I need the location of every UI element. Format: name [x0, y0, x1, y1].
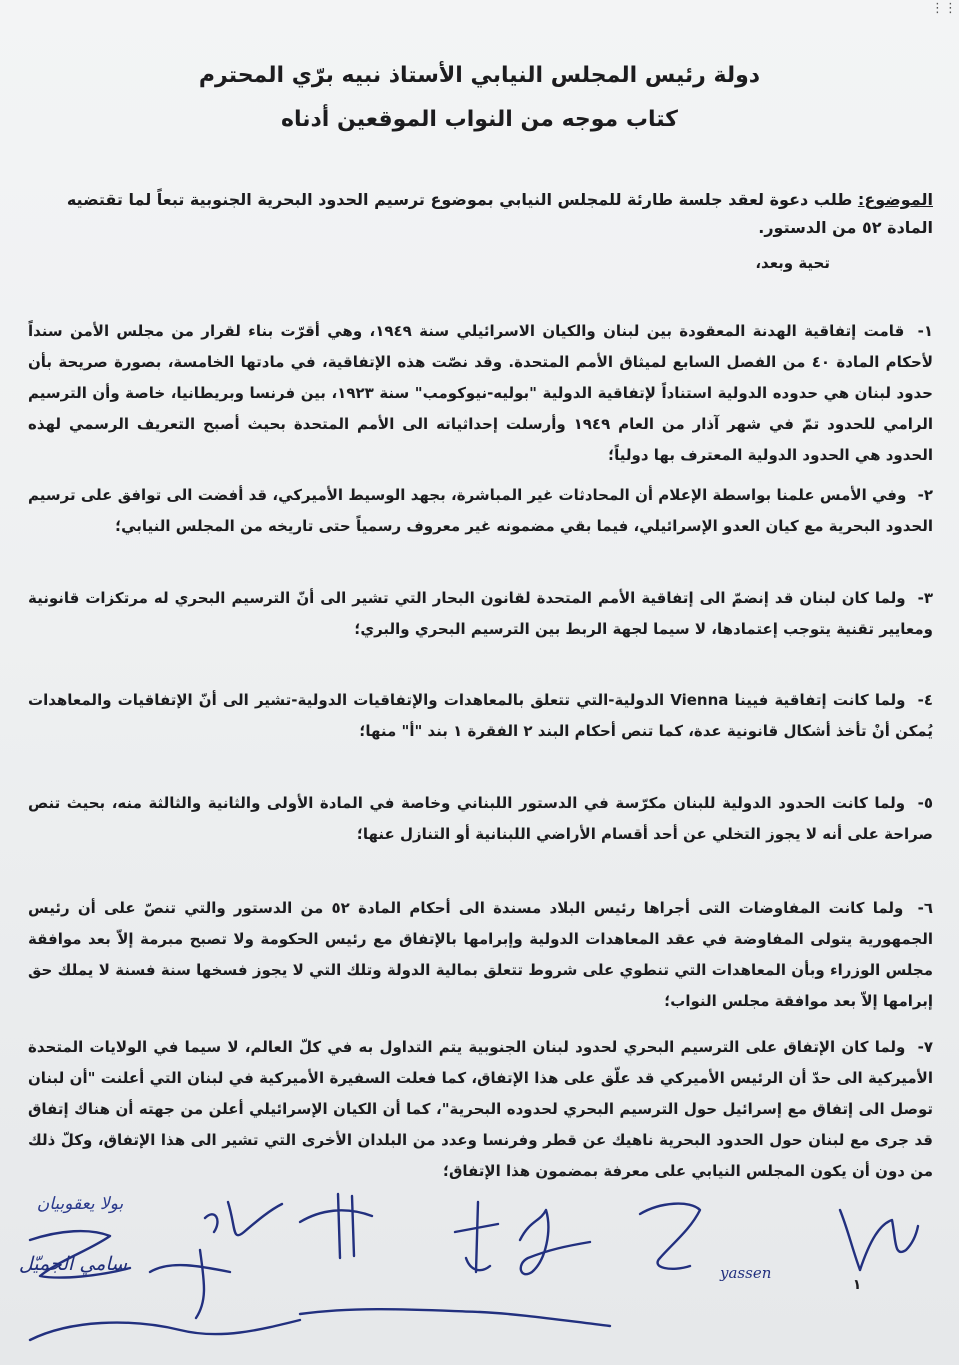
paragraph-number: ٤-	[917, 691, 933, 709]
subject-label: الموضوع:	[857, 190, 933, 209]
letter-header	[0, 58, 959, 138]
paragraph-1	[28, 316, 933, 471]
paragraph-text: ولما كان الإتفاق على الترسيم البحري لحدود لبنان الجنوبية يتم التداول به في كلّ العالم، لا سيما في الولايات المتحدة الأميركية الى حدّ أن الرئيس الأميركي قد علّق على هذا الإتفاق، كما فعلت السفيرة الأميركية في لبنان التي أعلنت "أن لبنان توصل الى إتفاق مع إسرائيل حول الترسيم البحري لحدوده البحرية"، كما أن الكيان الإسرائيلي أعلن من جهته أن هناك إتفاق قد جرى مع لبنان حول الحدود البحرية ناهيك عن قطر وفرنسا وعدد من البلدان الأخرى التي تشير الى هذا الإتفاق، وكلّ ذلك من دون أن يكون المجلس النيابي على معرفة بمضمون هذا الإتفاق؛	[28, 1038, 933, 1180]
paragraph-number: ٧-	[917, 1038, 933, 1056]
signature-name-2: سامي الجميّل	[18, 1253, 128, 1275]
paragraph-3	[28, 583, 933, 645]
paragraph-number: ٣-	[917, 589, 933, 607]
paragraph-number: ٢-	[917, 486, 933, 504]
signature-stroke	[455, 1202, 498, 1272]
signature-stroke	[30, 1231, 130, 1278]
more-options-icon[interactable]: ⋮⋮	[931, 1, 957, 16]
paragraph-text: ولما كان لبنان قد إنضمّ الى إتفاقية الأمم المتحدة لقانون البحار التي تشير الى أنّ الترسيم البحري له مرتكزات قانونية ومعايير تقنية يتوجب إعتمادها، لا سيما لجهة الربط بين الترسيم البحري والبري؛	[28, 589, 933, 638]
signature-stroke	[300, 1309, 610, 1326]
paragraph-6	[28, 893, 933, 1017]
paragraph-5	[28, 788, 933, 850]
letter-title: كتاب موجه من النواب الموقعين أدناه	[281, 107, 678, 132]
subject-text: طلب دعوة لعقد جلسة طارئة للمجلس النيابي بموضوع ترسيم الحدود البحرية الجنوبية تبعاً لما تقتضيه المادة ٥٢ من الدستور.	[66, 190, 933, 237]
paragraph-2	[28, 480, 933, 542]
signature-name-3: yassen	[720, 1264, 772, 1282]
signature-stroke	[150, 1250, 230, 1318]
paragraph-text: وفي الأمس علمنا بواسطة الإعلام أن المحادثات غير المباشرة، بجهد الوسيط الأميركي، قد أفضت الى توافق على ترسيم الحدود البحرية مع كيان العدو الإسرائيلي، فيما بقي مضمونه غير معروف رسمياً حتى تاريخه من المجلس النيابي؛	[28, 486, 933, 535]
signature-stroke	[205, 1202, 282, 1235]
paragraph-4	[28, 685, 933, 747]
greeting: تحية وبعد،	[755, 254, 830, 272]
signature-stroke	[840, 1210, 918, 1270]
handwritten-signatures	[0, 1180, 959, 1365]
page-number: ١	[852, 1277, 862, 1293]
paragraph-text: ولما كانت الحدود الدولية للبنان مكرّسة في الدستور اللبناني وخاصة في المادة الأولى والثانية والثالثة منه، بحيث تنص صراحة على أنه لا يجوز التخلي عن أحد أقسام الأراضي اللبنانية أو التنازل عنها؛	[28, 794, 933, 843]
paragraph-text: ولما كانت المفاوضات التى أجراها رئيس البلاد مسندة الى أحكام المادة ٥٢ من الدستور والتي تنصّ على أن رئيس الجمهورية يتولى المفاوضة في عقد المعاهدات الدولية وإبرامها بالإتفاق مع رئيس الحكومة ولا تصبح مبرمة إلاّ بعد موافقة مجلس الوزراء وبأن المعاهدات التي تنطوي على شروط تتعلق بمالية الدولة وتلك التي لا يجوز فسخها سنة فسنة لا يملك حق إبرامها إلاّ بعد موافقة مجلس النواب؛	[28, 899, 933, 1010]
paragraph-7	[28, 1032, 933, 1187]
addressee-line: دولة رئيس المجلس النيابي الأستاذ نبيه برّي المحترم	[198, 63, 761, 88]
paragraph-number: ١-	[917, 322, 933, 340]
paragraph-number: ٦-	[917, 899, 933, 917]
signature-name-1: بولا يعقوبيان	[36, 1194, 124, 1214]
paragraph-number: ٥-	[917, 794, 933, 812]
subject-line	[28, 186, 933, 242]
paragraph-text: ولما كانت إتفاقية فيينا Vienna الدولية-التي تتعلق بالمعاهدات والإتفاقيات الدولية-تشير الى أنّ الإتفاقيات والمعاهدات يُمكن أنْ تأخذ أشكال قانونية عدة، كما تنص أحكام البند ٢ الفقرة ١ بند "أ" منها؛	[28, 691, 933, 740]
signature-stroke	[300, 1194, 372, 1258]
signature-stroke	[30, 1320, 300, 1340]
signature-stroke	[640, 1204, 700, 1269]
paragraph-text: قامت إتفاقية الهدنة المعقودة بين لبنان والكيان الاسرائيلي سنة ١٩٤٩، وهي أقرّت بناء لقرار من مجلس الأمن سنداً لأحكام المادة ٤٠ من الفصل السابع لميثاق الأمم المتحدة. وقد نصّت هذه الإتفاقية، في مادتها الخامسة، بصورة صريحة بأن حدود لبنان هي حدوده الدولية استناداً لإتفاقية الدولية "بوليه-نيوكومب" سنة ١٩٢٣، بين فرنسا وبريطانيا، خاصة وأن الترسيم الرامي للحدود تمّ في شهر آذار من العام ١٩٤٩ وأرسلت إحداثياته الى الأمم المتحدة بحيث أصبح التعريف الرسمي لهذه الحدود هي الحدود الدولية المعترف بها دولياً؛	[28, 322, 933, 464]
signature-stroke	[520, 1210, 590, 1274]
signatures-area	[0, 1180, 959, 1365]
